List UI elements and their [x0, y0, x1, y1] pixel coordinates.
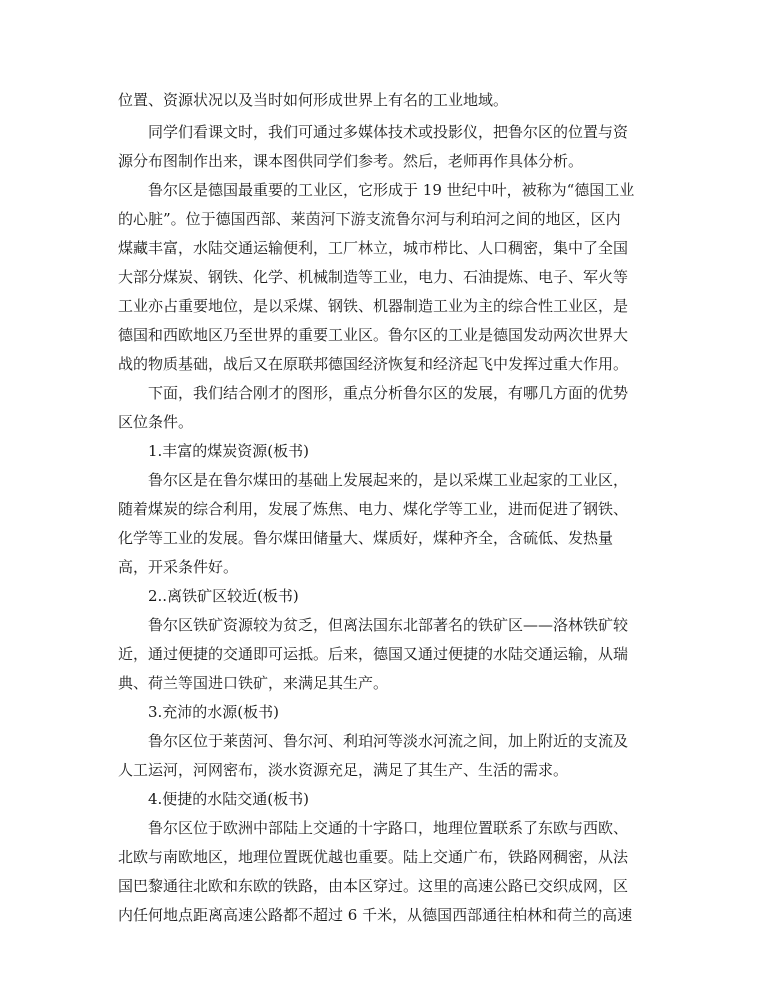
- section-heading: 2..离铁矿区较近(板书): [148, 587, 299, 605]
- section-heading: 1.丰富的煤炭资源(板书): [148, 442, 310, 460]
- text-line: 内任何地点距离高速公路都不超过 6 千米，从德国西部通往柏林和荷兰的高速: [118, 906, 633, 924]
- text-line: 的心脏”。位于德国西部、莱茵河下游支流鲁尔河与利珀河之间的地区，区内: [118, 210, 621, 228]
- section-heading: 4.便捷的水陆交通(板书): [148, 790, 310, 808]
- text-line: 近，通过便捷的交通即可运抵。后来，德国又通过便捷的水陆交通运输，从瑞: [118, 645, 629, 663]
- text-line: 同学们看课文时，我们可通过多媒体技术或投影仪，把鲁尔区的位置与资: [148, 123, 629, 141]
- text-line: 人工运河，河网密布，淡水资源充足，满足了其生产、生活的需求。: [118, 761, 569, 779]
- text-line: 北欧与南欧地区，地理位置既优越也重要。陆上交通广布，铁路网稠密，从法: [118, 848, 629, 866]
- text-line: 下面，我们结合刚才的图形，重点分析鲁尔区的发展，有哪几方面的优势: [148, 384, 629, 402]
- text-line: 大部分煤炭、钢铁、化学、机械制造等工业，电力、石油提炼、电子、军火等: [118, 268, 629, 286]
- text-line: 煤藏丰富，水陆交通运输便利，工厂林立，城市栉比、人口稠密，集中了全国: [118, 239, 629, 257]
- text-line: 随着煤炭的综合利用，发展了炼焦、电力、煤化学等工业，进而促进了钢铁、: [118, 500, 629, 518]
- text-line: 源分布图制作出来，课本图供同学们参考。然后，老师再作具体分析。: [118, 152, 584, 170]
- text-line: 国巴黎通往北欧和东欧的铁路，由本区穿过。这里的高速公路已交织成网，区: [118, 877, 629, 895]
- text-line: 战的物质基础，战后又在原联邦德国经济恢复和经济起飞中发挥过重大作用。: [118, 355, 629, 373]
- text-line: 工业亦占重要地位，是以采煤、钢铁、机器制造工业为主的综合性工业区，是: [118, 297, 629, 315]
- text-line: 高，开采条件好。: [118, 558, 239, 576]
- section-heading: 3.充沛的水源(板书): [148, 703, 280, 721]
- text-line: 鲁尔区位于欧洲中部陆上交通的十字路口，地理位置联系了东欧与西欧、: [148, 819, 629, 837]
- text-line: 区位条件。: [118, 413, 194, 431]
- text-line: 位置、资源状况以及当时如何形成世界上有名的工业地域。: [118, 91, 509, 109]
- text-line: 化学等工业的发展。鲁尔煤田储量大、煤质好，煤种齐全，含硫低、发热量: [118, 529, 614, 547]
- text-line: 鲁尔区位于莱茵河、鲁尔河、利珀河等淡水河流之间，加上附近的支流及: [148, 732, 629, 750]
- text-line: 鲁尔区是德国最重要的工业区，它形成于 19 世纪中叶，被称为“德国工业: [148, 181, 635, 199]
- text-line: 德国和西欧地区乃至世界的重要工业区。鲁尔区的工业是德国发动两次世界大: [118, 326, 629, 344]
- text-line: 典、荷兰等国进口铁矿，来满足其生产。: [118, 674, 389, 692]
- text-line: 鲁尔区铁矿资源较为贫乏，但离法国东北部著名的铁矿区——洛林铁矿较: [148, 616, 629, 634]
- text-line: 鲁尔区是在鲁尔煤田的基础上发展起来的，是以采煤工业起家的工业区，: [148, 471, 629, 489]
